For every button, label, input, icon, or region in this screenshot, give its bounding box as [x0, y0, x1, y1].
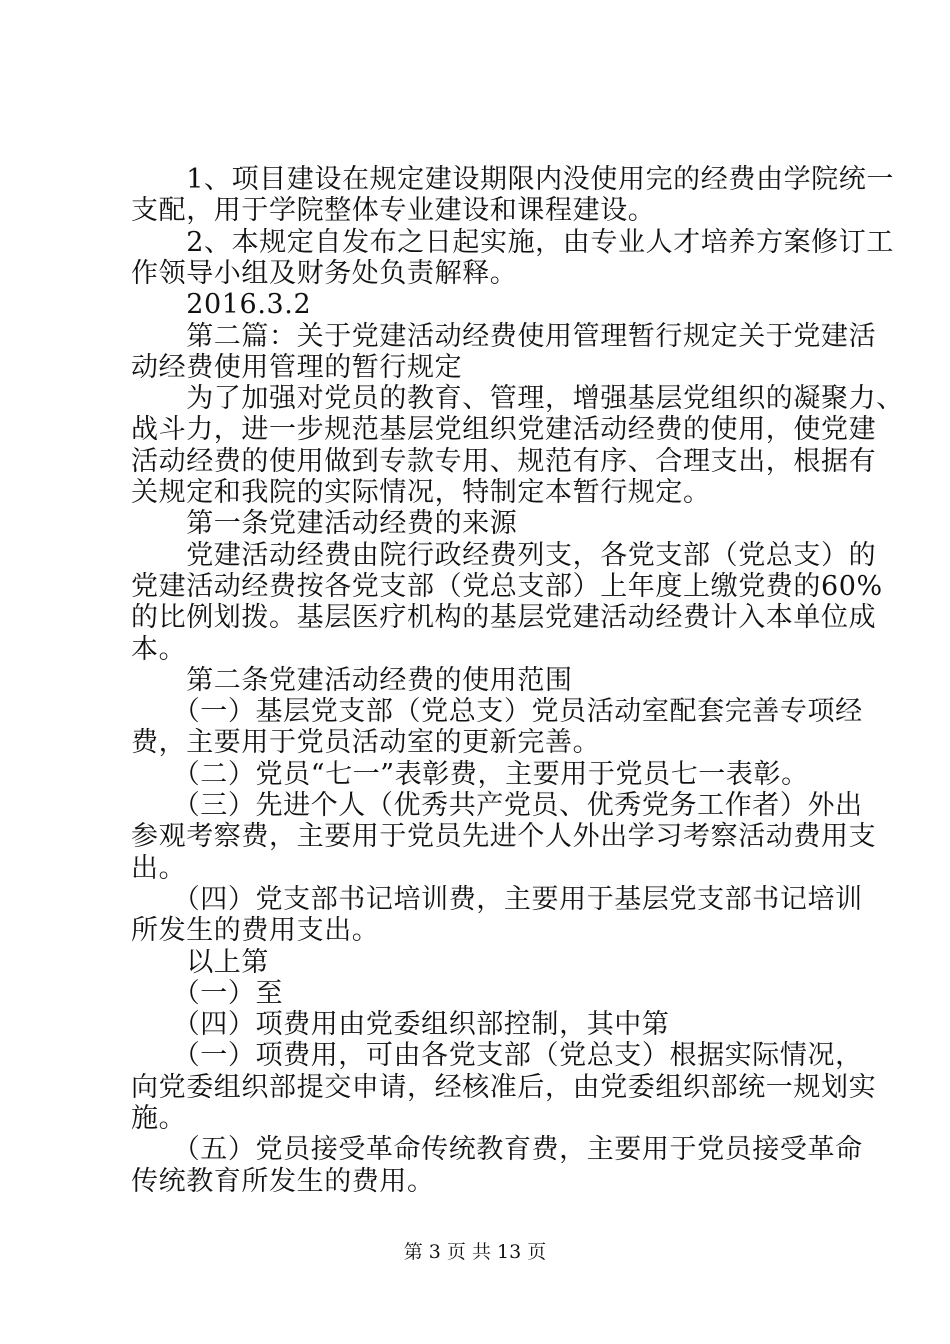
text-line: （一）基层党支部（党总支）党员活动室配套完善专项经 [131, 696, 863, 727]
text-line: 2016.3.2 [131, 289, 312, 320]
text-line: 党建活动经费按各党支部（党总支部）上年度上缴党费的60% [131, 571, 883, 602]
text-line: 第一条党建活动经费的来源 [131, 508, 518, 539]
text-line: 向党委组织部提交申请，经核准后，由党委组织部统一规划实 [131, 1072, 877, 1103]
text-line: 费，主要用于党员活动室的更新完善。 [131, 727, 601, 758]
text-line: 参观考察费，主要用于党员先进个人外出学习考察活动费用支 [131, 821, 877, 852]
text-line: 第二篇：关于党建活动经费使用管理暂行规定关于党建活 [131, 321, 877, 352]
text-line: 传统教育所发生的费用。 [131, 1166, 435, 1197]
text-line: （三）先进个人（优秀共产党员、优秀党务工作者）外出 [131, 790, 863, 821]
text-line: 所发生的费用支出。 [131, 915, 380, 946]
text-line: 2、本规定自发布之日起实施，由专业人才培养方案修订工 [131, 227, 894, 258]
text-line: 战斗力，进一步规范基层党组织党建活动经费的使用，使党建 [131, 414, 877, 445]
text-line: （一）至 [131, 978, 284, 1009]
text-line: 的比例划拨。基层医疗机构的基层党建活动经费计入本单位成 [131, 602, 877, 633]
text-line: 1、项目建设在规定建设期限内没使用完的经费由学院统一 [131, 164, 894, 195]
text-line: 施。 [131, 1103, 187, 1134]
text-line: 作领导小组及财务处负责解释。 [131, 258, 518, 289]
text-line: （四）党支部书记培训费，主要用于基层党支部书记培训 [131, 884, 863, 915]
page-footer: 第 3 页 共 13 页 [403, 1241, 547, 1263]
text-line: 关规定和我院的实际情况，特制定本暂行规定。 [131, 477, 711, 508]
text-line: 以上第 [131, 947, 269, 978]
text-line: 党建活动经费由院行政经费列支，各党支部（党总支）的 [131, 540, 877, 571]
text-line: （二）党员“七一”表彰费，主要用于党员七一表彰。 [131, 759, 809, 790]
text-line: （一）项费用，可由各党支部（党总支）根据实际情况， [131, 1040, 863, 1071]
text-line: 第二条党建活动经费的使用范围 [131, 665, 573, 696]
text-line: 动经费使用管理的暂行规定 [131, 352, 463, 383]
text-line: （五）党员接受革命传统教育费，主要用于党员接受革命 [131, 1134, 863, 1165]
text-line: 本。 [131, 634, 187, 665]
text-line: 出。 [131, 853, 187, 884]
text-line: （四）项费用由党委组织部控制，其中第 [131, 1009, 670, 1040]
text-line: 为了加强对党员的教育、管理，增强基层党组织的凝聚力、 [131, 383, 904, 414]
text-line: 活动经费的使用做到专款专用、规范有序、合理支出，根据有 [131, 446, 877, 477]
text-line: 支配，用于学院整体专业建设和课程建设。 [131, 195, 656, 226]
